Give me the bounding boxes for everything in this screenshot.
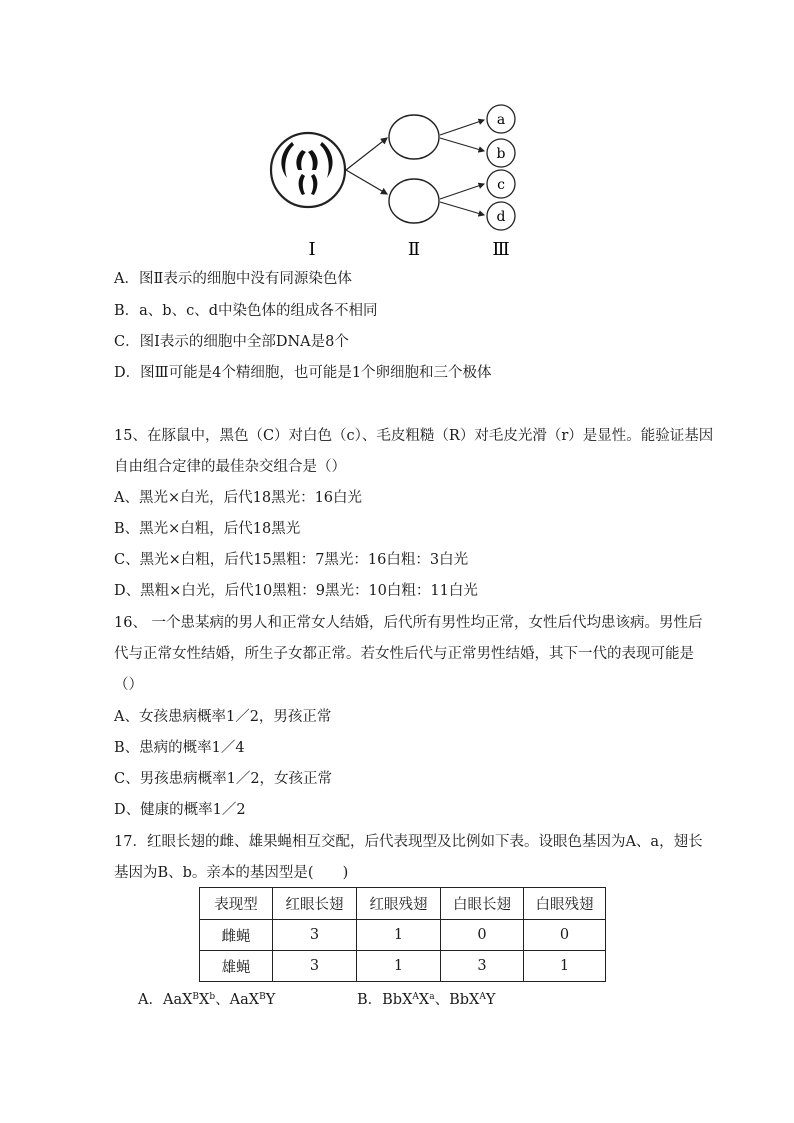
table-cell: 3 [273,951,357,982]
table-cell: 3 [441,951,524,982]
label-b: b [496,146,506,162]
q14-option-a: A．图Ⅱ表示的细胞中没有同源染色体 [114,271,352,287]
q15-option-d: D、黑粗×白光，后代10黑粗：9黑光：10白粗：11白光 [114,583,478,599]
q17-option-a-part: 、AaX [215,992,260,1008]
superscript: A [479,992,486,1002]
q17-option-a-part: Y [265,992,276,1008]
q16-stem-line1: 16、 一个患某病的男人和正常女人结婚，后代所有男性均正常，女性后代均患该病。男性后 [114,615,703,631]
stage-label-iii: Ⅲ [492,239,510,260]
chromosome-3 [296,150,306,170]
q14-option-c: C．图Ⅰ表示的细胞中全部DNA是8个 [114,334,349,350]
table-header-cell: 红眼残翅 [357,888,441,920]
superscript: A [412,992,419,1002]
q17-option-b-part: 、BbX [434,992,480,1008]
chromosome-5 [299,174,305,195]
q15-stem-line2: 自由组合定律的最佳杂交组合是（） [114,459,346,475]
table-row [200,920,606,951]
q16-stem-line3: （） [114,677,143,693]
superscript: b [209,992,216,1002]
phenotype-ratio-table [199,887,606,982]
q16-option-c: C、男孩患病概率1／2，女孩正常 [114,771,333,787]
table-header-cell: 白眼残翅 [524,888,606,920]
q17-option-a-part: A．AaX [138,992,193,1008]
superscript: B [259,992,266,1002]
cell-ii-top [389,115,439,159]
table-row [200,951,606,982]
superscript: B [192,992,200,1002]
q17-option-b-part: B．BbX [357,992,413,1008]
table-cell: 3 [273,920,357,951]
table-cell: 雌蝇 [200,920,273,951]
q14-option-d: D．图Ⅲ可能是4个精细胞，也可能是1个卵细胞和三个极体 [114,365,492,381]
q17-option-b-part: Y [485,992,496,1008]
q17-stem-line2: 基因为B、b。亲本的基因型是( ) [114,865,349,881]
q17-option-b-part: X [418,992,430,1008]
chromosome-1 [281,142,294,178]
cell-i [271,133,345,207]
label-c: c [497,177,505,193]
q15-option-c: C、黑光×白粗，后代15黑粗：7黑光：16白粗：3白光 [114,552,469,568]
table-cell: 雄蝇 [200,951,273,982]
table-header-cell: 红眼长翅 [273,888,357,920]
label-a: a [496,112,506,128]
table-header-cell: 白眼长翅 [441,888,524,920]
table-header-cell: 表现型 [200,888,273,920]
table-cell: 1 [357,951,441,982]
q14-option-b: B．a、b、c、d中染色体的组成各不相同 [114,303,378,319]
table-header-row [200,888,606,920]
q16-option-a: A、女孩患病概率1／2，男孩正常 [114,709,332,725]
stage-label-i: Ⅰ [308,239,316,260]
q15-stem-line1: 15、在豚鼠中，黑色（C）对白色（c）、毛皮粗糙（R）对毛皮光滑（r）是显性。能验证基因 [114,428,714,444]
chromosome-6 [311,174,317,195]
q17-option-a [138,991,275,1009]
q15-option-b: B、黑光×白粗，后代18黑光 [114,521,301,537]
table-cell: 1 [524,951,606,982]
table-cell: 0 [524,920,606,951]
q17-stem-line1: 17．红眼长翅的雌、雄果蝇相互交配，后代表现型及比例如下表。设眼色基因为A、a，翅长 [114,834,703,850]
q17-option-b [357,991,495,1009]
meiosis-diagram [262,100,532,260]
stage-label-ii: Ⅱ [407,239,421,260]
q16-stem-line2: 代与正常女性结婚，所生子女都正常。若女性后代与正常男性结婚，其下一代的表现可能是 [114,646,694,662]
label-d: d [496,209,506,225]
table-cell: 0 [441,920,524,951]
q16-option-b: B、患病的概率1／4 [114,740,245,756]
chromosome-2 [320,142,333,178]
chromosome-4 [308,150,318,170]
q17-option-a-part: X [199,992,210,1008]
superscript: a [429,992,435,1002]
cell-ii-bottom [389,179,439,223]
table-cell: 1 [357,920,441,951]
q16-option-d: D、健康的概率1／2 [114,802,246,818]
q15-option-a: A、黑光×白光，后代18黑光：16白光 [114,490,363,506]
